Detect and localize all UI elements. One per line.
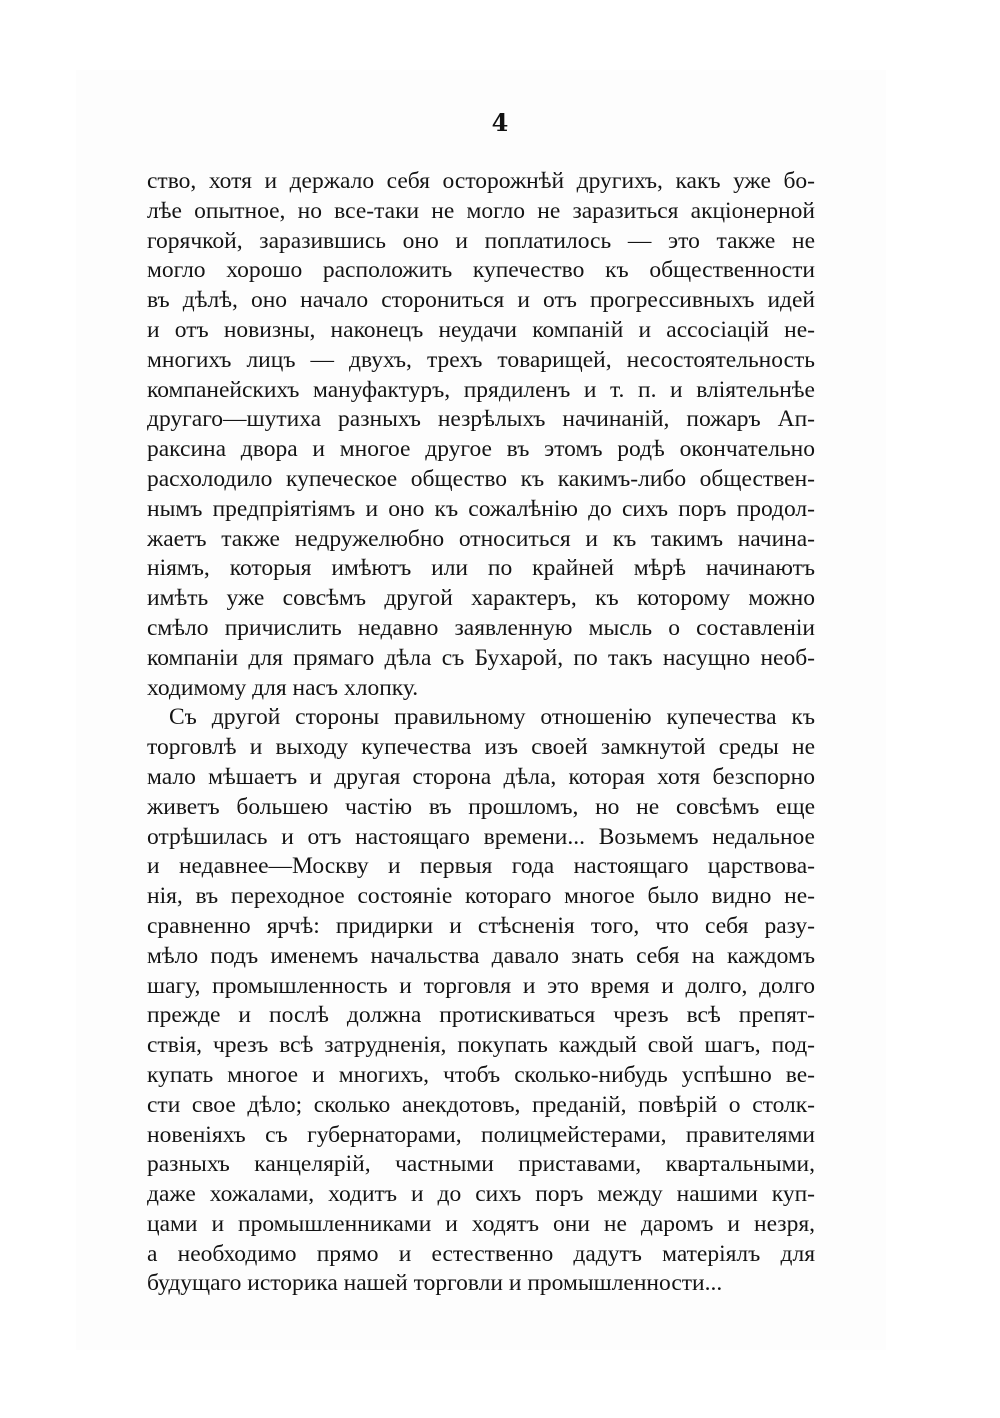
text-line: мѣло подъ именемъ начальства давало знать себя на каждомъ <box>147 942 815 969</box>
paragraph-2 <box>147 703 815 1299</box>
text-line: раксина двора и многое другое въ этомъ родѣ окончательно <box>147 436 815 463</box>
text-line: шагу, промышленность и торговля и это время и долго, долго <box>147 972 815 999</box>
text-line: расхолодило купеческое общество къ какимъ-либо обществен- <box>147 465 815 492</box>
text-line: будущаго историка нашей торговли и промышленности... <box>147 1270 723 1297</box>
text-line: въ дѣлѣ, оно начало сторониться и отъ прогрессивныхъ идей <box>147 287 815 314</box>
text-line: нымъ предпріятіямъ и оно къ сожалѣнію до сихъ поръ продол- <box>147 495 815 522</box>
text-line: ствія, чрезъ всѣ затрудненія, покупать каждый свой шагъ, под- <box>147 1032 815 1059</box>
text-line: прежде и послѣ должна протискиваться чрезъ всѣ препят- <box>147 1002 815 1029</box>
text-line: отрѣшилась и отъ настоящаго времени... Возьмемъ недальное <box>147 823 815 850</box>
text-line: могло хорошо расположить купечество къ общественности <box>147 257 815 284</box>
text-line: горячкой, заразившись оно и поплатилось — это также не <box>147 227 815 254</box>
text-line: Съ другой стороны правильному отношенію купечества къ <box>169 704 815 731</box>
text-line: новеніяхъ съ губернаторами, полицмейстерами, правителями <box>147 1121 815 1148</box>
text-line: мало мѣшаетъ и другая сторона дѣла, которая хотя безспорно <box>147 763 815 790</box>
paragraph-1 <box>147 167 815 703</box>
text-line: компанейскихъ мануфактуръ, прядиленъ и т. п. и вліятельнѣе <box>147 376 815 403</box>
text-line: сти свое дѣло; сколько анекдотовъ, преданій, повѣрій о столк- <box>147 1091 815 1118</box>
body-text <box>147 167 815 1299</box>
text-line: и отъ новизны, наконецъ неудачи компаній и ассосіацій не- <box>147 316 815 343</box>
text-line: имѣть уже совсѣмъ другой характеръ, къ которому можно <box>147 585 815 612</box>
text-line: даже хожалами, ходитъ и до сихъ поръ между нашими куп- <box>147 1181 815 1208</box>
text-line: нія, въ переходное состояніе котораго многое было видно не- <box>147 883 815 910</box>
text-line: живетъ большею частію въ прошломъ, но не совсѣмъ еще <box>147 793 815 820</box>
text-line: сравненно ярчѣ: придирки и стѣсненія того, что себя разу- <box>147 912 815 939</box>
text-line: купать многое и многихъ, чтобъ сколько-нибудь успѣшно ве- <box>147 1061 815 1088</box>
text-line: лѣе опытное, но все-таки не могло не заразиться акціонерной <box>147 197 815 224</box>
text-line: ніямъ, которыя имѣютъ или по крайней мѣрѣ начинаютъ <box>147 555 815 582</box>
text-line: цами и промышленниками и ходятъ они не даромъ и незря, <box>147 1210 815 1237</box>
text-line: другаго—шутиха разныхъ незрѣлыхъ начинаній, пожаръ Ап- <box>147 406 815 433</box>
text-line: жаетъ также недружелюбно относиться и къ такимъ начина- <box>147 525 815 552</box>
text-line: ство, хотя и держало себя осторожнѣй другихъ, какъ уже бо- <box>147 168 815 194</box>
text-line: многихъ лицъ — двухъ, трехъ товарищей, несостоятельность <box>147 346 815 373</box>
text-line: компаніи для прямаго дѣла съ Бухарой, по такъ насущно необ- <box>147 644 815 671</box>
text-line: ходимому для насъ хлопку. <box>147 674 419 701</box>
text-line: а необходимо прямо и естественно дадутъ матеріялъ для <box>147 1240 815 1267</box>
page-number: 4 <box>491 108 509 137</box>
text-line: разныхъ канцелярій, частными приставами, квартальными, <box>147 1151 815 1178</box>
text-line: смѣло причислить недавно заявленную мысль о составленіи <box>147 614 815 641</box>
text-line: торговлѣ и выходу купечества изъ своей замкнутой среды не <box>147 734 815 761</box>
text-line: и недавнее—Москву и первыя года настоящаго царствова- <box>147 853 815 880</box>
